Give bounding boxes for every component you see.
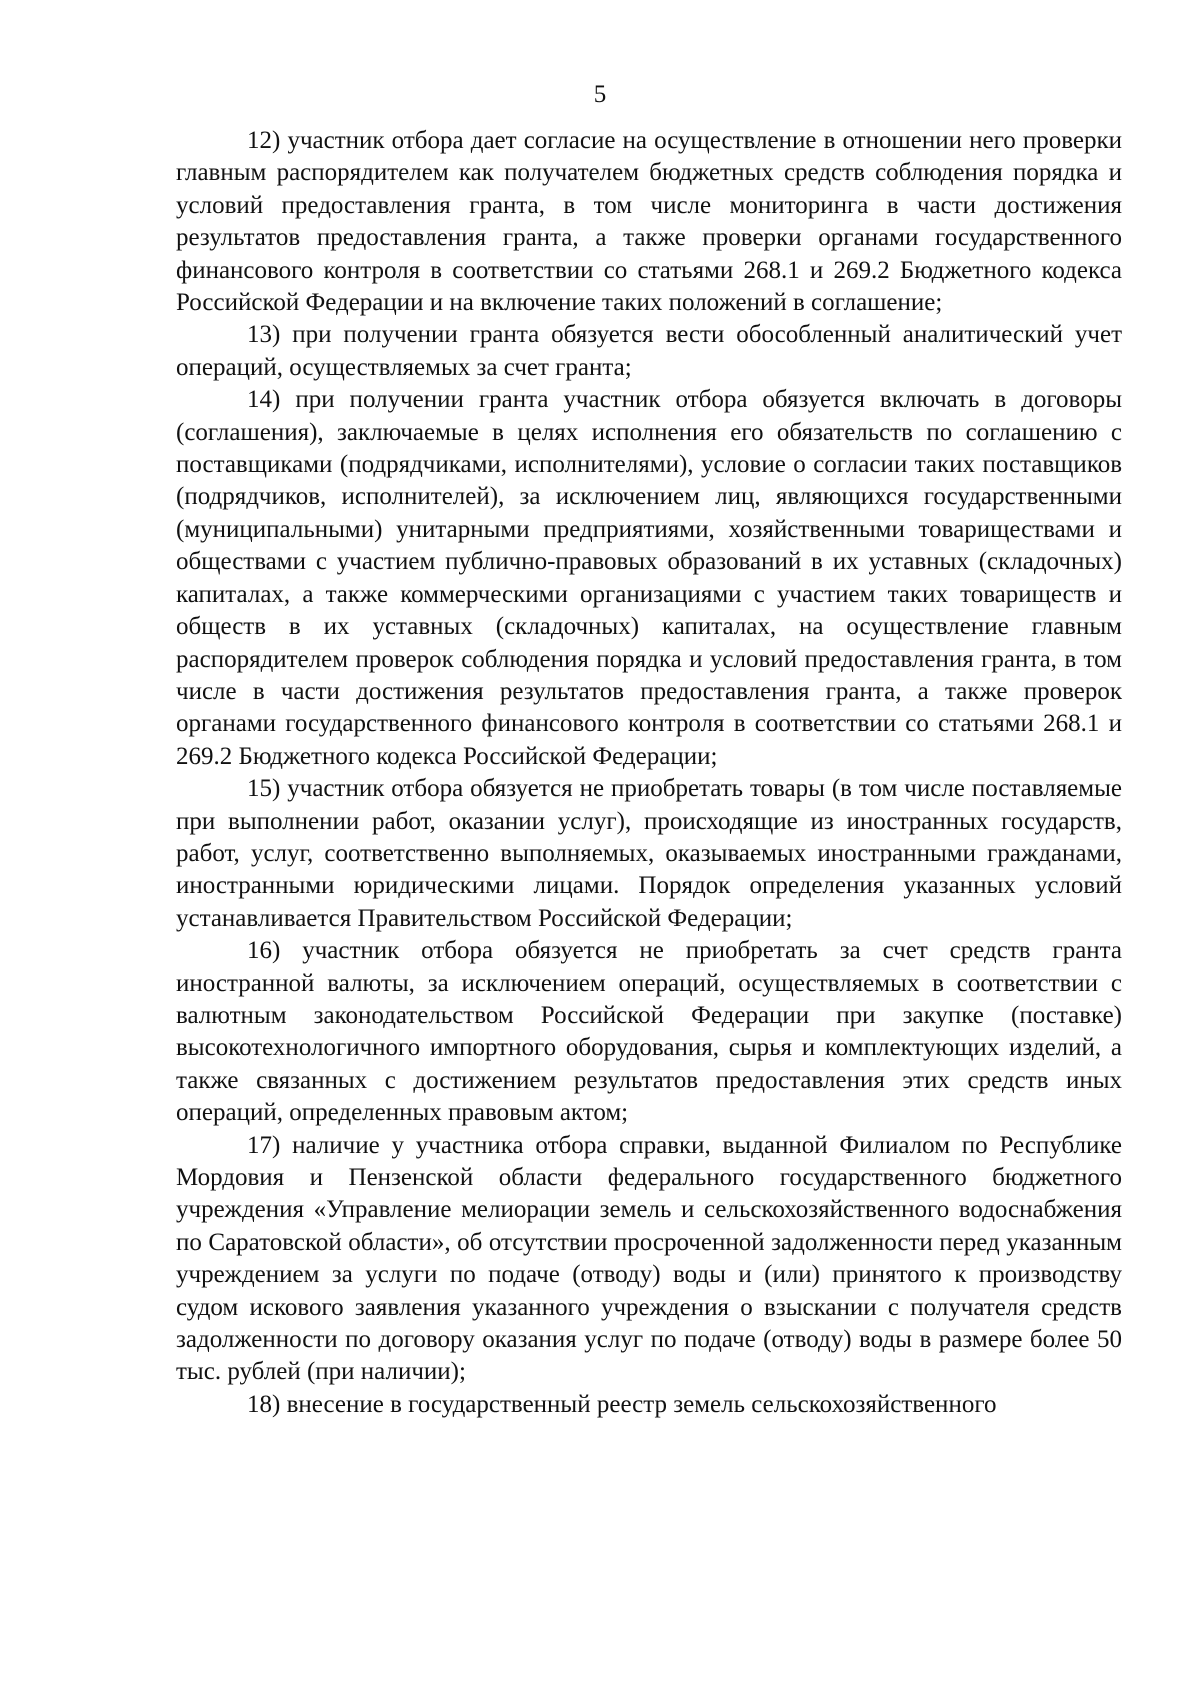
paragraph-item-12: 12) участник отбора дает согласие на осуществление в отношении него проверки главным распорядителем как получателем бюджетных средств соблюдения порядка и условий предоставления гранта, в том числе мониторинга в части достижения результатов предоставления гранта, а также проверки органами государственного финансового контроля в соответствии со статьями 268.1 и 269.2 Бюджетного кодекса Российской Федерации и на включение таких положений в соглашение; bbox=[176, 127, 1122, 317]
paragraph-item-18: 18) внесение в государственный реестр земель сельскохозяйственного bbox=[247, 1390, 997, 1418]
paragraph-item-14: 14) при получении гранта участник отбора обязуется включать в договоры (соглашения), заключаемые в целях исполнения его обязательств по соглашению с поставщиками (подрядчиками, исполнителями), условие о согласии таких поставщиков (подрядчиков, исполнителей), за исключением лиц, являющихся государственными (муниципальными) унитарными предприятиями, хозяйственными товариществами и обществами с участием публично-правовых образований в их уставных (складочных) капиталах, а также коммерческими организациями с участием таких товариществ и обществ в их уставных (складочных) капиталах, на осуществление главным распорядителем проверок соблюдения порядка и условий предоставления гранта, в том числе в части достижения результатов предоставления гранта, а также проверок органами государственного финансового контроля в соответствии со статьями 268.1 и 269.2 Бюджетного кодекса Российской Федерации; bbox=[176, 386, 1122, 770]
document-body bbox=[176, 125, 1122, 1421]
page-number: 5 bbox=[593, 81, 607, 108]
paragraph-item-16: 16) участник отбора обязуется не приобретать за счет средств гранта иностранной валюты, за исключением операций, осуществляемых в соответствии с валютным законодательством Российской Федерации при закупке (поставке) высокотехнологичного импортного оборудования, сырья и комплектующих изделий, а также связанных с достижением результатов предоставления этих средств иных операций, определенных правовым актом; bbox=[176, 937, 1122, 1127]
paragraph-item-13: 13) при получении гранта обязуется вести обособленный аналитический учет операций, осуществляемых за счет гранта; bbox=[176, 321, 1122, 381]
paragraph-item-15: 15) участник отбора обязуется не приобретать товары (в том числе поставляемые при выполнении работ, оказании услуг), происходящие из иностранных государств, работ, услуг, соответственно выполняемых, оказываемых иностранными гражданами, иностранными юридическими лицами. Порядок определения указанных условий устанавливается Правительством Российской Федерации; bbox=[176, 775, 1122, 932]
paragraph-item-17: 17) наличие у участника отбора справки, выданной Филиалом по Республике Мордовия и Пензенской области федерального государственного бюджетного учреждения «Управление мелиорации земель и сельскохозяйственного водоснабжения по Саратовской области», об отсутствии просроченной задолженности перед указанным учреждением за услуги по подаче (отводу) воды и (или) принятого к производству судом искового заявления указанного учреждения о взыскании с получателя средств задолженности по договору оказания услуг по подаче (отводу) воды в размере более 50 тыс. рублей (при наличии); bbox=[176, 1131, 1122, 1386]
